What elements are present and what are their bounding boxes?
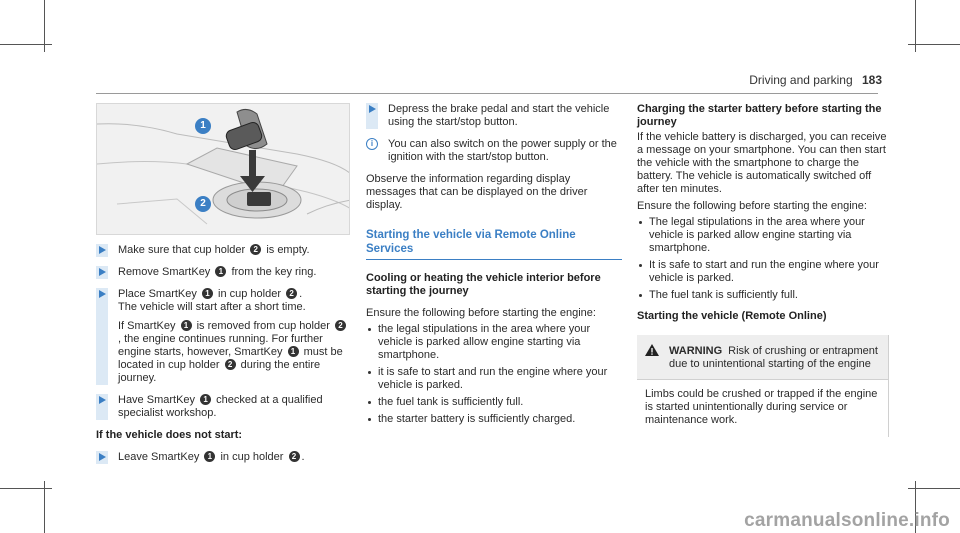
crop-mark: [915, 0, 916, 52]
warning-label: WARNING: [669, 345, 723, 357]
column-1: [96, 244, 350, 473]
list-item: it is safe to start and run the engine where your vehicle is parked.: [366, 366, 622, 392]
step-arrow-icon: [366, 103, 378, 129]
header-divider: [96, 93, 878, 94]
subheading-cooling-heating: Cooling or heating the vehicle interior before starting the journey: [366, 272, 601, 297]
cup-holder-illustration: [96, 103, 350, 235]
callout-1: 1: [195, 118, 211, 134]
list-item: the fuel tank is sufficiently full.: [366, 396, 622, 409]
step-check-key: Have SmartKey 1 checked at a qualified specialist workshop.: [96, 394, 350, 420]
step-depress-brake: Depress the brake pedal and start the vehicle using the start/stop button.: [366, 103, 622, 129]
warning-text: Risk of crushing or entrapment due to unintentional starting of the engine: [669, 345, 878, 370]
step-place-key: Place SmartKey 1 in cup holder 2 . The vehicle will start after a short time. If SmartKey 1 is removed from cup holder 2, the engine continues running. For further engine starts, however, SmartKey 1 must be located in cup holder 2 during the entire journey.: [96, 288, 350, 385]
watermark: carmanualsonline.info: [744, 510, 950, 531]
step-empty-holder: Make sure that cup holder 2 is empty.: [96, 244, 350, 257]
crop-mark: [44, 481, 45, 533]
warning-header: [637, 335, 888, 380]
console-drawing: [97, 104, 350, 235]
list-item: the starter battery is sufficiently charged.: [366, 413, 622, 426]
section-title: Driving and parking: [749, 73, 853, 87]
subheading-charging-battery: Charging the starter battery before starting the journey: [637, 103, 882, 128]
warning-triangle-icon: [645, 344, 659, 356]
step-arrow-icon: [96, 394, 108, 420]
subheading-does-not-start: If the vehicle does not start:: [96, 429, 243, 441]
conditions-list: [637, 216, 889, 302]
paragraph-intro: Ensure the following before starting the engine:: [637, 200, 867, 212]
paragraph-intro: Ensure the following before starting the engine:: [366, 307, 596, 319]
column-2: [366, 103, 622, 434]
step-arrow-icon: [96, 244, 108, 257]
step-remove-key: Remove SmartKey 1 from the key ring.: [96, 266, 350, 279]
subheading-remote-online: Starting the vehicle (Remote Online): [637, 310, 827, 322]
list-item: It is safe to start and run the engine where your vehicle is parked.: [637, 259, 889, 285]
list-item: The legal stipulations in the area where your vehicle is parked allow engine starting via smartphone.: [637, 216, 889, 255]
callout-2: 2: [195, 196, 211, 212]
page-header: [749, 74, 882, 87]
step-arrow-icon: [96, 451, 108, 464]
page-number: 183: [861, 73, 882, 87]
paragraph-display-messages: Observe the information regarding display messages that can be displayed on the driver display.: [366, 173, 588, 211]
warning-box: [637, 335, 889, 437]
step-arrow-icon: [96, 288, 108, 385]
crop-mark: [44, 0, 45, 52]
step-leave-key: Leave SmartKey 1 in cup holder 2 .: [96, 451, 350, 464]
step-arrow-icon: [96, 266, 108, 279]
column-3: [637, 103, 889, 437]
list-item: The fuel tank is sufficiently full.: [637, 289, 889, 302]
conditions-list: [366, 323, 622, 426]
section-heading-remote-start: Starting the vehicle via Remote Online Services: [366, 228, 622, 260]
list-item: the legal stipulations in the area where your vehicle is parked allow engine starting via smartphone.: [366, 323, 622, 362]
warning-body: Limbs could be crushed or trapped if the engine is started unintentionally during service or maintenance work.: [637, 380, 888, 437]
info-note: i You can also switch on the power supply or the ignition with the start/stop button.: [366, 138, 622, 164]
info-icon: i: [366, 138, 378, 150]
paragraph-battery: If the vehicle battery is discharged, you can receive a message on your smartphone. You can then start the vehicle with the smartphone to charge the battery. The vehicle is automatically switched off after ten minutes.: [637, 131, 887, 195]
